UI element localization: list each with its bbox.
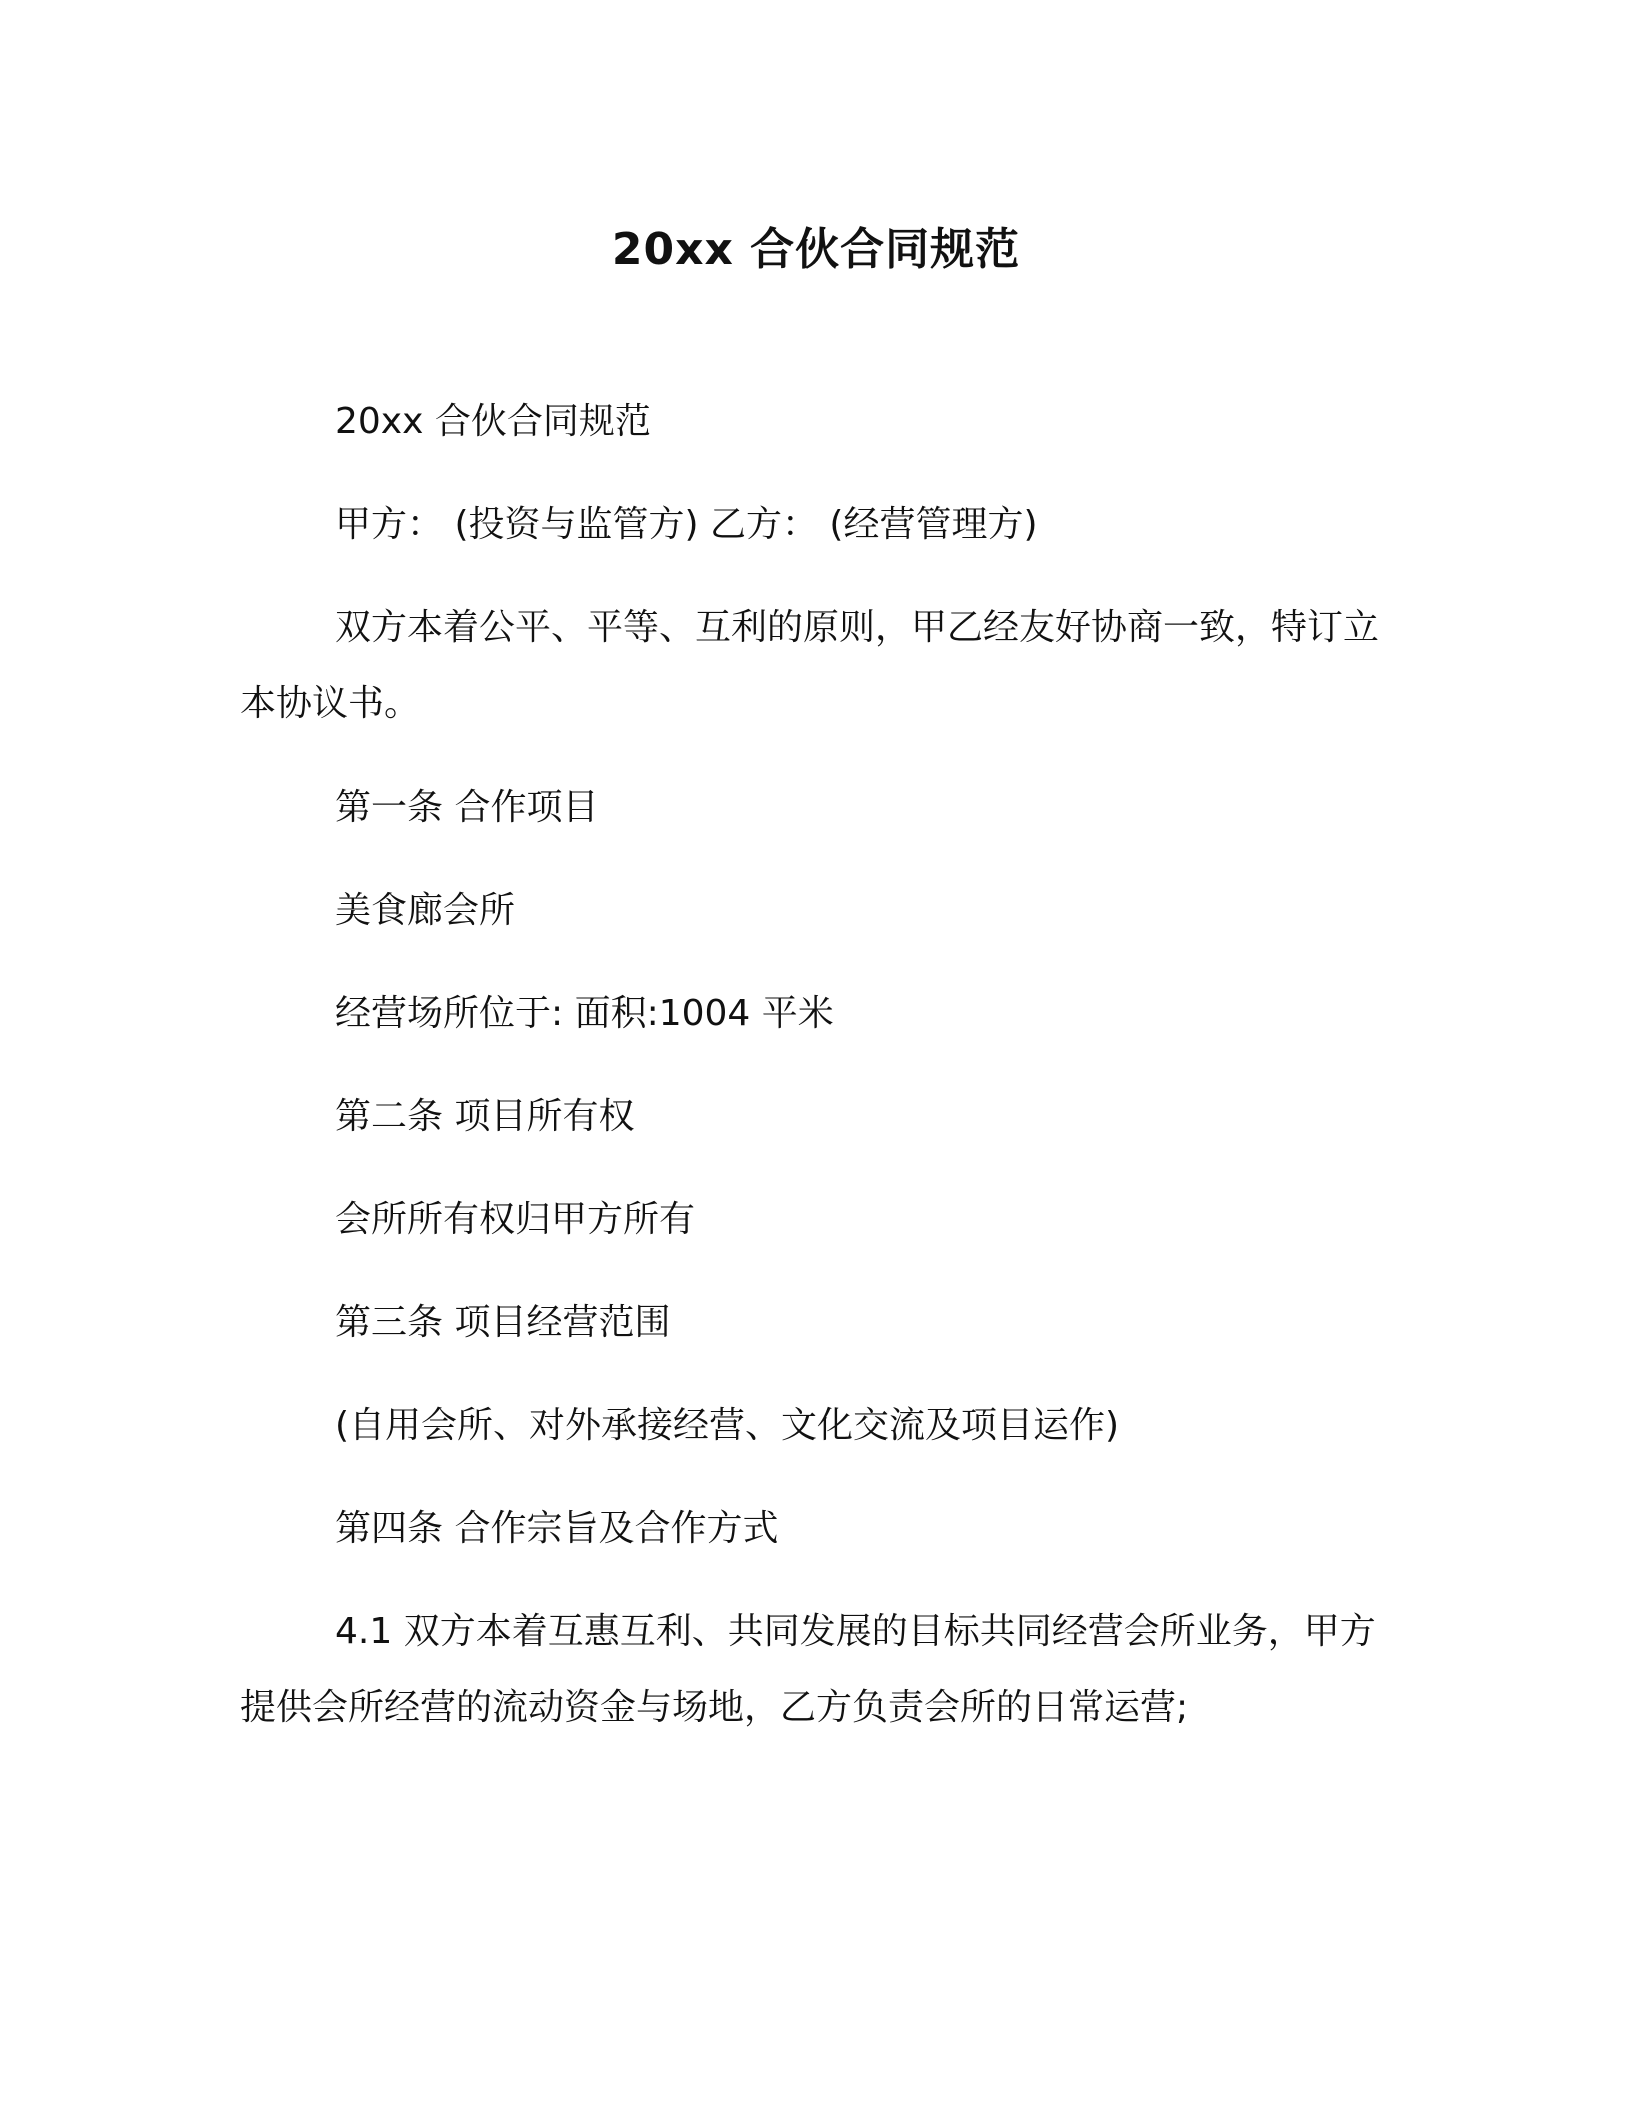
venue-paragraph: 经营场所位于: 面积:1004 平米 <box>335 993 834 1034</box>
article-4-heading: 第四条 合作宗旨及合作方式 <box>335 1508 779 1549</box>
preamble-paragraph: 双方本着公平、平等、互利的原则，甲乙经友好协商一致，特订立本协议书。 <box>240 607 1380 724</box>
article-3-heading: 第三条 项目经营范围 <box>335 1302 671 1343</box>
parties-paragraph: 甲方： (投资与监管方) 乙方： (经营管理方) <box>335 504 1038 545</box>
clause-4-1-paragraph: 4.1 双方本着互惠互利、共同发展的目标共同经营会所业务，甲方提供会所经营的流动资金与场地，乙方负责会所的日常运营; <box>240 1611 1376 1728</box>
ownership-paragraph: 会所所有权归甲方所有 <box>335 1199 696 1240</box>
scope-paragraph: (自用会所、对外承接经营、文化交流及项目运作) <box>335 1405 1120 1446</box>
article-2-heading: 第二条 项目所有权 <box>335 1096 635 1137</box>
document-title: 20xx 合伙合同规范 <box>611 224 1021 275</box>
subtitle-paragraph: 20xx 合伙合同规范 <box>335 401 651 442</box>
project-name-paragraph: 美食廊会所 <box>335 890 516 931</box>
article-1-heading: 第一条 合作项目 <box>335 787 599 828</box>
